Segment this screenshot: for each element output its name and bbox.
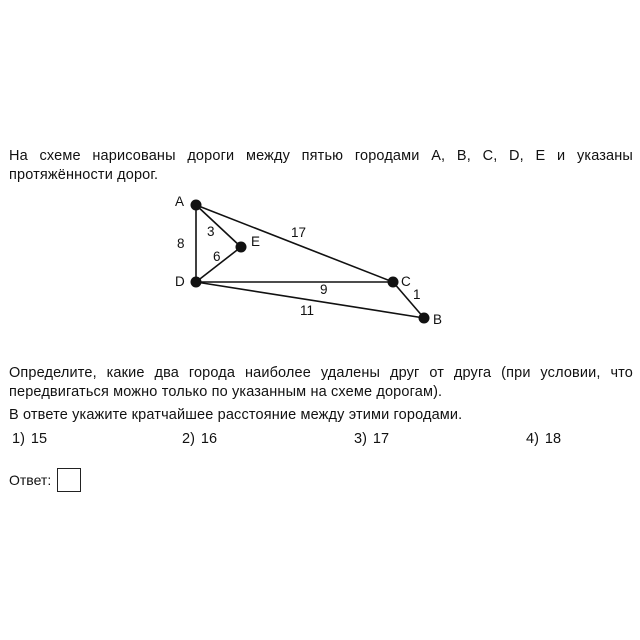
edge-label-d-e: 6 <box>213 249 221 264</box>
node-label-c: C <box>401 274 411 289</box>
option-1[interactable] <box>12 431 47 447</box>
node-b <box>419 313 430 324</box>
option-value: 15 <box>30 431 48 447</box>
edge-label-d-b: 11 <box>300 303 315 318</box>
option-number: 3) <box>354 431 367 447</box>
answer-row <box>9 467 81 493</box>
option-value: 17 <box>372 431 390 447</box>
node-label-a: A <box>175 194 185 209</box>
node-label-b: B <box>433 312 443 327</box>
edge-label-d-c: 9 <box>320 282 328 297</box>
edge-label-a-c: 17 <box>291 225 307 240</box>
option-number: 1) <box>12 431 25 447</box>
edge-a-c <box>196 205 393 282</box>
option-value: 18 <box>544 431 562 447</box>
edge-a-e <box>196 205 241 247</box>
answer-options <box>0 431 640 451</box>
option-value: 16 <box>200 431 218 447</box>
option-3[interactable] <box>354 431 389 447</box>
answer-label: Ответ: <box>9 472 52 488</box>
node-a <box>191 200 202 211</box>
node-e <box>236 242 247 253</box>
edge-label-a-e: 3 <box>207 224 215 239</box>
instruction-text: В ответе укажите кратчайшее расстояние между этими городами. <box>9 407 463 423</box>
option-2[interactable] <box>182 431 217 447</box>
option-number: 4) <box>526 431 539 447</box>
option-4[interactable] <box>526 431 561 447</box>
node-c <box>388 277 399 288</box>
node-label-e: E <box>251 234 261 249</box>
edge-label-c-b: 1 <box>413 287 421 302</box>
node-label-d: D <box>175 274 185 289</box>
option-number: 2) <box>182 431 195 447</box>
intro-text: На схеме нарисованы дороги между пятью городами A, B, C, D, E и указаны протяжённости дорог. <box>9 148 633 183</box>
answer-input-box[interactable] <box>57 468 81 492</box>
node-d <box>191 277 202 288</box>
edge-label-a-d: 8 <box>177 236 185 251</box>
question-text: Определите, какие два города наиболее удалены друг от друга (при условии, что передвигаться можно только по указанным на схеме дорогам). <box>9 365 633 400</box>
